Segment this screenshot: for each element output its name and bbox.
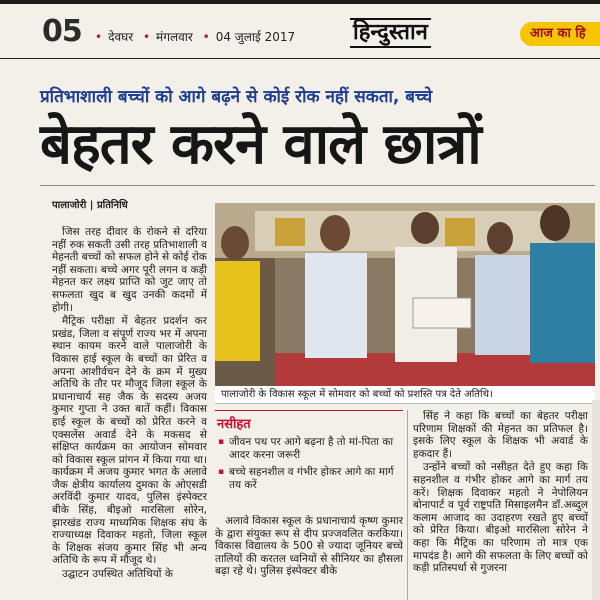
strap-headline: प्रतिभाशाली बच्चों को आगे बढ़ने से कोई रोक नहीं सकता, बच्चे [40,87,433,107]
advice-list [215,436,403,492]
news-photo [215,203,595,386]
masthead [0,4,600,59]
photo-caption: पालाजोरी के विकास स्कूल में सोमवार को बच्चों को प्रशस्ति पत्र देते अतिथि। [215,386,595,404]
place-name: देवघर [108,30,134,44]
divider [40,185,595,186]
section-tag: आज का हि [520,22,600,46]
main-headline: बेहतर करने वाले छात्रों [40,112,481,177]
photo-illustration [215,203,595,386]
bullet-icon: • [142,30,151,44]
paragraph: मैट्रिक परीक्षा में बेहतर प्रदर्शन कर प्रखंड, जिला व संपूर्ण राज्य भर में अपना स्थान कायम करने वाले पालाजोरी के विकास हाई स्कूल के बच्चों का प्रेरित व अपना आशीर्वचन देने के क्रम में मुख्य अतिथि के तौर पर मौजूद जिला स्कूल के प्रधानाचार्य सह जैक के सदस्य अजय कुमार गुप्ता ने उक्त बातें कहीं। विकास हाई स्कूल के बच्चों को प्रेरित करने व एक्सलेंस अवार्ड देने के मकसद से संक्षिप्त कार्यक्रम का आयोजन सोमवार को विकास स्कूल प्रांगन में किया गया था। कार्यक्रम में अजय कुमार भगत के अलावे जैक क्षेत्रीय कार्यालय दुमका के ओएसडी अरविंदी कुमार यादव, पुलिस इंस्पेक्टर बीके सिंह, बीइओ मारसिला सोरेन, झारखंड राज्य माध्यमिक शिक्षक संघ के राज्याध्यक्ष दिवाकर महतो, जिला स्कूल के शिक्षक संजय कुमार सिंह भी अन्य अतिथि के रूप में मौजूद थे। [52,315,207,567]
page-number: 05 [42,14,82,49]
list-item: ▪ जीवन पथ पर आगे बढ़ना है तो मां-पिता का आदर करना जरूरी [229,436,403,462]
newspaper-logo: हिन्दुस्तान [350,18,431,48]
column-divider [407,410,408,600]
weekday: मंगलवार [156,30,193,44]
paragraph: अलावे विकास स्कूल के प्रधानाचार्य कृष्ण कुमार के द्वारा संयुक्त रूप से दीप प्रज्जवलित करकिया। विकास विद्यालय के 500 से ज्यादा जूनियर बच्चे तालियों की करतल ध्वनियों से सीनियर का हौसला बढ़ा रहे थे। पुलिस इंस्पेक्टर बीके [215,515,403,578]
article-column-3 [413,410,588,600]
advice-box [215,410,403,511]
bullet-icon: • [202,30,210,44]
paragraph: सिंह ने कहा कि बच्चों का बेहतर परीक्षा परिणाम शिक्षकों की मेहनत का प्रतिफल है। इसके लिए स्कूल के शिक्षक भी अवार्ड के हकदार हैं। [413,410,588,460]
paragraph: उद्घाटन उपस्थित अतिथियों के [62,568,173,581]
paragraph: जिस तरह दीवार के रोकने से दरिया नहीं रुक सकती उसी तरह प्रतिभाशाली व मेहनती बच्चों को सफल होने से कोई रोक नहीं सकता। बच्चे अगर पूरी लगन व कड़ी मेहनत कर लक्ष्य प्राप्ति को जुट जाए तो सफलता खुद ब खुद उनकी कदमों में होगी। [52,226,207,314]
page-edge [592,400,600,600]
bullet-icon: • [95,30,103,44]
article-column-2 [215,515,403,600]
list-item: ▪ बच्चे सहनशील व गंभीर होकर आगे का मार्ग तय करें [229,466,403,492]
advice-box-title: नसीहत [217,417,251,432]
byline: पालाजोरी | प्रतिनिधि [52,200,128,211]
paragraph: उन्होंने बच्चों को नसीहत देते हुए कहा कि सहनशील व गंभीर होकर आगे का मार्ग तय करें। शिक्षक दिवाकर महतो ने नेपोलियन बोनापार्ट व पूर्व राष्ट्रपति मिसाइलमैन डॉ.अब्दुल कलाम आजाद का उदाहरण रखते हुए बच्चों को प्रेरित किया। बीइओ मारसिला सोरेन ने कहा कि मैट्रिक का परिणाम तो मात्र एक मापदंड है। आगे की सफलता के लिए बच्चों को कड़ी प्रतिस्पर्धा से गुजरना [413,461,588,575]
dateline [95,28,301,45]
date: 04 जुलाई 2017 [215,30,296,44]
article-column-1 [52,226,207,600]
